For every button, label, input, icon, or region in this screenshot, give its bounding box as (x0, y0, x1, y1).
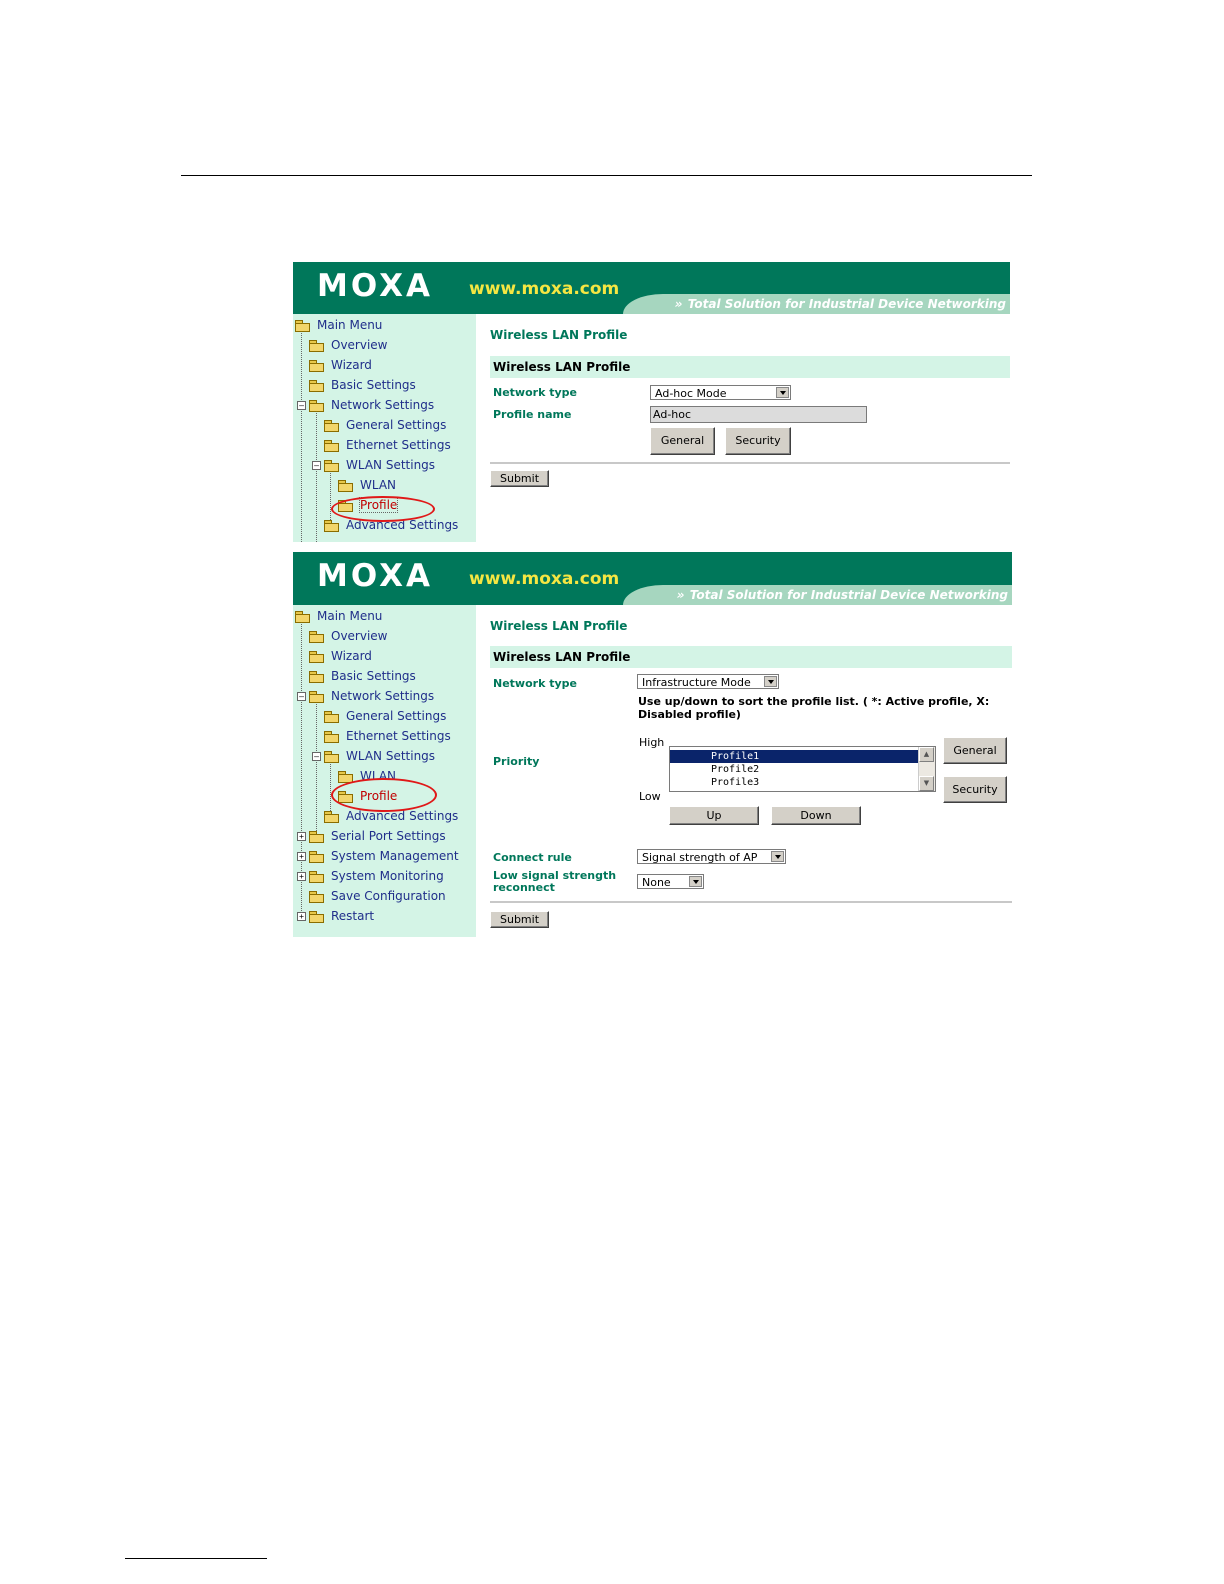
menu-item-main-menu[interactable]: Main Menu (295, 607, 382, 625)
menu-item-advanced-settings[interactable]: Advanced Settings (324, 807, 458, 825)
content-panel (476, 605, 1012, 937)
menu-item-profile[interactable]: Profile (338, 787, 397, 805)
double-chevron-right-icon: » (674, 297, 684, 311)
folder-open-icon (324, 751, 339, 762)
collapse-icon[interactable]: – (312, 461, 321, 470)
high-label: High (639, 736, 665, 749)
list-item-profile3[interactable]: Profile3 (711, 777, 760, 788)
moxa-banner (293, 262, 1010, 314)
folder-open-icon (295, 611, 310, 622)
folder-icon (309, 891, 324, 902)
folder-icon (309, 380, 324, 391)
scroll-up-arrow-icon[interactable]: ▲ (919, 747, 934, 762)
menu-item-serial-port-settings[interactable]: Serial Port Settings (309, 827, 446, 845)
profile-priority-list[interactable] (669, 746, 936, 792)
priority-label: Priority (493, 755, 540, 768)
menu-item-overview[interactable]: Overview (309, 336, 388, 354)
highlight-ellipse (331, 778, 437, 812)
folder-icon (338, 480, 353, 491)
menu-item-general-settings[interactable]: General Settings (324, 707, 446, 725)
list-scrollbar[interactable] (918, 747, 935, 791)
menu-item-wlan[interactable]: WLAN (338, 476, 396, 494)
connect-rule-select[interactable]: Signal strength of AP (637, 849, 786, 864)
menu-item-general-settings[interactable]: General Settings (324, 416, 446, 434)
security-button[interactable]: Security (943, 776, 1007, 803)
collapse-icon[interactable]: – (312, 752, 321, 761)
page-title: Wireless LAN Profile (490, 619, 628, 633)
low-signal-reconnect-select[interactable]: None (637, 874, 704, 889)
moxa-logo: MOXA (317, 558, 433, 594)
menu-item-network-settings[interactable]: Network Settings (309, 687, 434, 705)
folder-icon (324, 731, 339, 742)
menu-item-wlan-settings[interactable]: WLAN Settings (324, 456, 435, 474)
network-type-select[interactable]: Ad-hoc Mode (650, 385, 791, 400)
folder-icon (324, 520, 339, 531)
dropdown-arrow-icon (689, 876, 702, 887)
dropdown-arrow-icon (776, 387, 789, 398)
list-item-profile1[interactable]: Profile1 (670, 750, 919, 763)
banner-tagline: » Total Solution for Industrial Device Networking (674, 297, 1006, 311)
footnote-rule (125, 1558, 267, 1559)
profile-name-label: Profile name (493, 408, 572, 421)
sidebar-menu (293, 605, 476, 937)
low-label: Low (639, 790, 661, 803)
submit-button[interactable]: Submit (490, 470, 549, 487)
submit-button[interactable]: Submit (490, 911, 549, 928)
moxa-url: www.moxa.com (469, 569, 620, 589)
page-header-rule (181, 175, 1032, 176)
banner-tagline: » Total Solution for Industrial Device Networking (676, 588, 1008, 602)
menu-item-overview[interactable]: Overview (309, 627, 388, 645)
menu-item-profile[interactable]: Profile (338, 496, 397, 514)
expand-icon[interactable]: + (297, 912, 306, 921)
menu-item-main-menu[interactable]: Main Menu (295, 316, 382, 334)
folder-icon (309, 851, 324, 862)
menu-item-save-configuration[interactable]: Save Configuration (309, 887, 446, 905)
general-button[interactable]: General (943, 737, 1007, 764)
dropdown-arrow-icon (764, 676, 777, 687)
menu-item-basic-settings[interactable]: Basic Settings (309, 376, 416, 394)
highlight-ellipse (331, 496, 435, 522)
moxa-url: www.moxa.com (469, 279, 620, 299)
sort-instructions: Use up/down to sort the profile list. ( *: Active profile, X: Disabled profile) (638, 695, 990, 721)
security-button[interactable]: Security (725, 427, 791, 455)
folder-icon (309, 340, 324, 351)
menu-item-ethernet-settings[interactable]: Ethernet Settings (324, 436, 451, 454)
folder-icon (338, 771, 353, 782)
folder-icon (324, 440, 339, 451)
double-chevron-right-icon: » (676, 588, 686, 602)
moxa-banner (293, 552, 1012, 605)
menu-item-system-management[interactable]: System Management (309, 847, 459, 865)
menu-item-wlan[interactable]: WLAN (338, 767, 396, 785)
menu-item-wizard[interactable]: Wizard (309, 647, 372, 665)
collapse-icon[interactable]: – (297, 401, 306, 410)
scroll-down-arrow-icon[interactable]: ▼ (919, 776, 934, 791)
folder-icon (309, 911, 324, 922)
folder-icon (309, 831, 324, 842)
folder-icon (309, 631, 324, 642)
folder-open-icon (309, 400, 324, 411)
network-type-select[interactable]: Infrastructure Mode (637, 674, 779, 689)
network-type-label: Network type (493, 386, 577, 399)
up-button[interactable]: Up (669, 806, 759, 825)
screenshot-infrastructure-profile (293, 552, 1012, 937)
collapse-icon[interactable]: – (297, 692, 306, 701)
folder-icon (324, 711, 339, 722)
section-header: Wireless LAN Profile (490, 646, 1012, 668)
network-type-label: Network type (493, 677, 577, 690)
folder-icon (324, 420, 339, 431)
menu-item-wizard[interactable]: Wizard (309, 356, 372, 374)
section-header: Wireless LAN Profile (490, 356, 1010, 378)
menu-item-advanced-settings[interactable]: Advanced Settings (324, 516, 458, 534)
profile-name-input[interactable]: Ad-hoc (650, 406, 867, 423)
folder-icon (324, 811, 339, 822)
menu-item-ethernet-settings[interactable]: Ethernet Settings (324, 727, 451, 745)
expand-icon[interactable]: + (297, 832, 306, 841)
divider (490, 462, 1010, 464)
expand-icon[interactable]: + (297, 872, 306, 881)
content-panel (476, 314, 1010, 542)
screenshot-adhoc-profile (293, 262, 1010, 542)
folder-open-icon (309, 691, 324, 702)
general-button[interactable]: General (650, 427, 715, 455)
menu-item-basic-settings[interactable]: Basic Settings (309, 667, 416, 685)
menu-item-restart[interactable]: Restart (309, 907, 374, 925)
folder-open-icon (295, 320, 310, 331)
low-signal-reconnect-label: Low signal strength reconnect (493, 869, 617, 894)
menu-item-wlan-settings[interactable]: WLAN Settings (324, 747, 435, 765)
connect-rule-label: Connect rule (493, 851, 572, 864)
page-title: Wireless LAN Profile (490, 328, 628, 342)
folder-icon (309, 871, 324, 882)
moxa-logo: MOXA (317, 268, 433, 304)
folder-open-icon (324, 460, 339, 471)
divider (490, 901, 1012, 903)
menu-item-system-monitoring[interactable]: System Monitoring (309, 867, 444, 885)
expand-icon[interactable]: + (297, 852, 306, 861)
sidebar-menu (293, 314, 476, 542)
menu-item-network-settings[interactable]: Network Settings (309, 396, 434, 414)
folder-icon (309, 360, 324, 371)
dropdown-arrow-icon (771, 851, 784, 862)
folder-icon (309, 651, 324, 662)
down-button[interactable]: Down (771, 806, 861, 825)
list-item-profile2[interactable]: Profile2 (711, 764, 760, 775)
folder-icon (309, 671, 324, 682)
